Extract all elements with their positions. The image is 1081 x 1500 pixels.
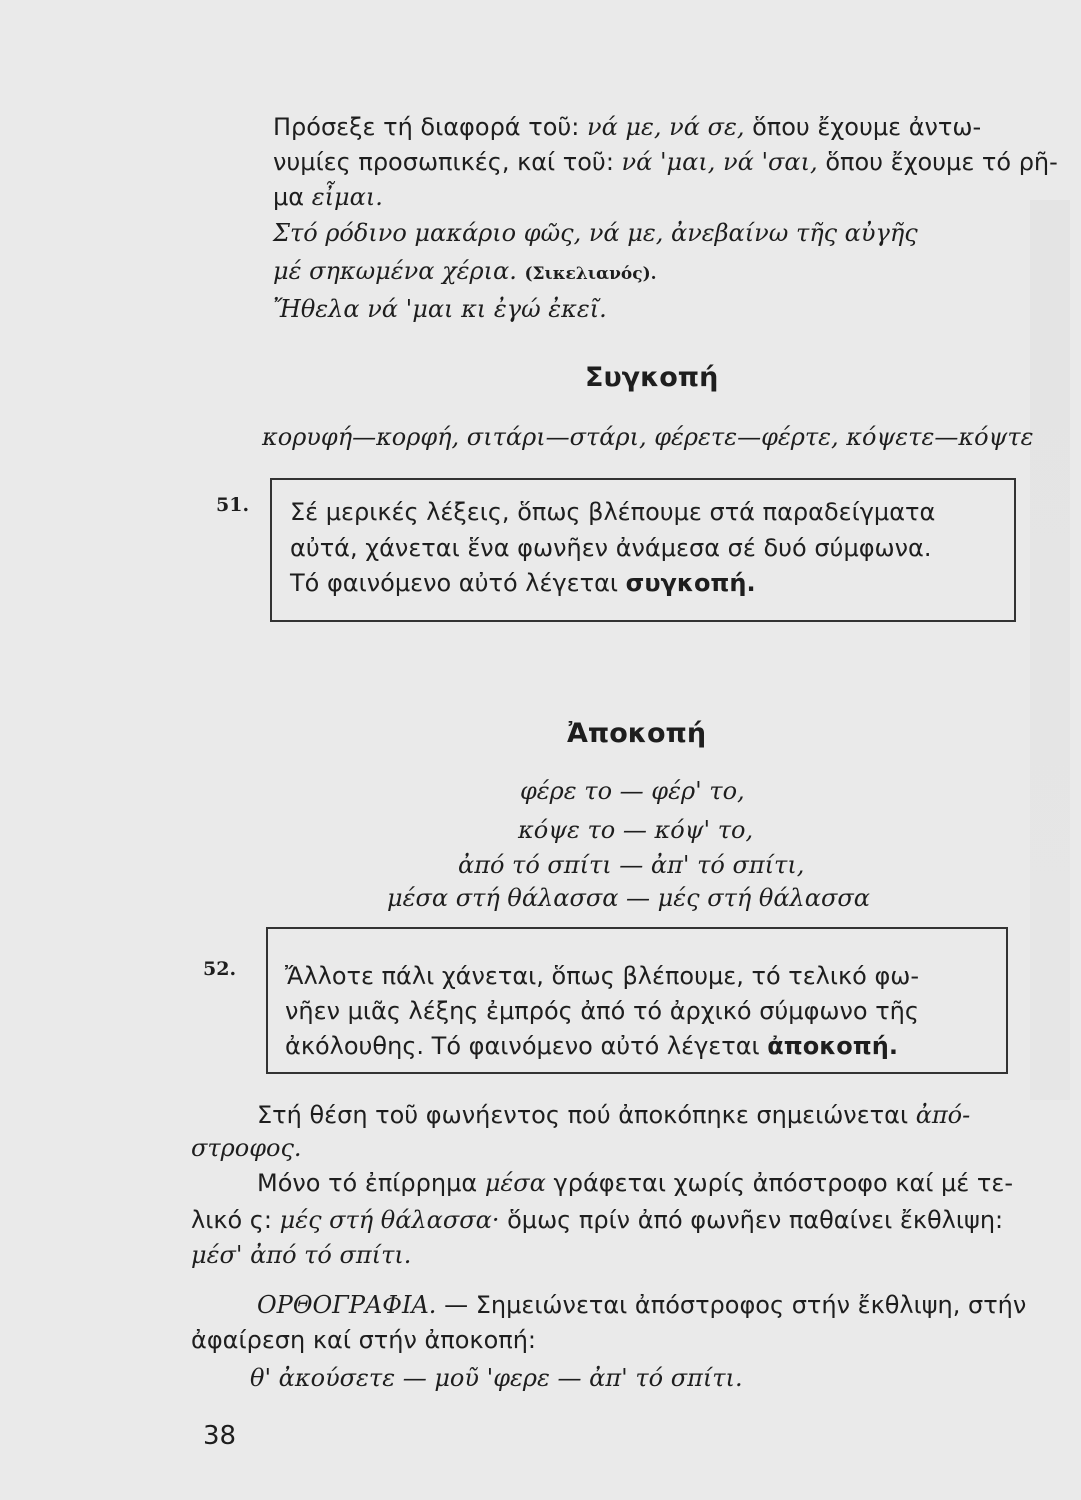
- intro-text: μα: [273, 183, 312, 211]
- body-text: ὅμως πρίν ἀπό φωνῆεν παθαίνει ἔκθλιψη:: [499, 1206, 1004, 1234]
- term-apokopi: ἀποκοπή.: [767, 1032, 898, 1060]
- page-number: 38: [203, 1421, 237, 1451]
- quote-source: (Σικελιανός).: [524, 264, 657, 284]
- mesa-line-1: [257, 1168, 1013, 1198]
- intro-line-3: [273, 182, 383, 212]
- apokopi-example-4: μέσα στή θάλασσα — μές στή θάλασσα: [387, 884, 870, 912]
- body-text: γράφεται χωρίς ἀπόστροφο καί μέ τε-: [545, 1169, 1013, 1197]
- apokopi-example-1: φέρε το — φέρ' το,: [520, 777, 745, 805]
- body-text: — Σημειώνεται ἀπόστροφος στήν ἔκθλιψη, στήν: [436, 1291, 1027, 1319]
- rule-52-line-1: Ἄλλοτε πάλι χάνεται, ὅπως βλέπουμε, τό τελικό φω-: [285, 962, 920, 990]
- synkopi-examples: κορυφή—κορφή, σιτάρι—στάρι, φέρετε—φέρτε, κόψετε—κόψτε: [262, 423, 1034, 451]
- apostrophe-line-2: στροφος.: [191, 1134, 302, 1162]
- body-text: Μόνο τό ἐπίρρημα: [257, 1169, 485, 1197]
- body-text: Στή θέση τοῦ φωνήεντος πού ἀποκόπηκε σημειώνεται: [257, 1101, 916, 1129]
- rule-51-line-1: Σέ μερικές λέξεις, ὅπως βλέπουμε στά παραδείγματα: [290, 498, 936, 526]
- example-line-2: [273, 256, 657, 289]
- intro-example: νά 'μαι, νά 'σαι,: [621, 148, 818, 176]
- apostrophe-line-1: [257, 1100, 970, 1130]
- rule-51-number: 51.: [216, 494, 250, 516]
- intro-example: νά με, νά σε,: [586, 113, 745, 141]
- apokopi-example-3: ἀπό τό σπίτι — ἀπ' τό σπίτι,: [458, 851, 805, 879]
- example-text: μέ σηκωμένα χέρια.: [273, 257, 525, 285]
- example-line-3: Ἤθελα νά 'μαι κι ἐγώ ἐκεῖ.: [273, 295, 607, 323]
- body-term: ἀπό-: [915, 1101, 971, 1129]
- bleed-through-shadow: [1030, 200, 1070, 1100]
- intro-text: νυμίες προσωπικές, καί τοῦ:: [273, 148, 622, 176]
- apokopi-heading: Ἀποκοπή: [567, 718, 707, 749]
- rule-text: ἀκόλουθης. Τό φαινόμενο αὐτό λέγεται: [285, 1032, 768, 1060]
- body-text: λικό ς:: [191, 1206, 280, 1234]
- body-term: μές στή θάλασσα·: [279, 1206, 500, 1234]
- apokopi-example-2: κόψε το — κόψ' το,: [518, 816, 754, 844]
- example-line-1: Στό ρόδινο μακάριο φῶς, νά με, ἀνεβαίνω τῆς αὐγῆς: [273, 219, 918, 247]
- orthography-line-1: [257, 1290, 1026, 1320]
- rule-text: Τό φαινόμενο αὐτό λέγεται: [290, 569, 626, 597]
- body-term: μέσα: [484, 1169, 546, 1197]
- rule-52-line-3: [285, 1031, 898, 1061]
- rule-52-line-2: νῆεν μιᾶς λέξης ἐμπρός ἀπό τό ἀρχικό σύμφωνο τῆς: [285, 997, 919, 1025]
- term-synkopi: συγκοπή.: [625, 569, 756, 597]
- rule-51-line-2: αὐτά, χάνεται ἕνα φωνῆεν ἀνάμεσα σέ δυό σύμφωνα.: [290, 534, 932, 562]
- intro-text: Πρόσεξε τή διαφορά τοῦ:: [273, 113, 587, 141]
- mesa-line-2: [191, 1205, 1003, 1235]
- orthography-label: ΟΡΘΟΓΡΑΦΙΑ.: [257, 1291, 437, 1319]
- intro-line-2: [273, 147, 1058, 177]
- orthography-line-2: ἀφαίρεση καί στήν ἀποκοπή:: [191, 1326, 536, 1354]
- intro-example: εἶμαι.: [311, 183, 383, 211]
- mesa-line-3: μέσ' ἀπό τό σπίτι.: [191, 1241, 412, 1269]
- rule-52-number: 52.: [203, 958, 237, 980]
- intro-text: ὅπου ἔχουμε τό ρῆ-: [817, 148, 1058, 176]
- rule-51-line-3: [290, 568, 756, 598]
- orthography-line-3: θ' ἀκούσετε — μοῦ 'φερε — ἀπ' τό σπίτι.: [250, 1364, 743, 1392]
- intro-text: ὅπου ἔχουμε ἀντω-: [744, 113, 982, 141]
- intro-line-1: [273, 112, 981, 142]
- synkopi-heading: Συγκοπή: [585, 362, 719, 393]
